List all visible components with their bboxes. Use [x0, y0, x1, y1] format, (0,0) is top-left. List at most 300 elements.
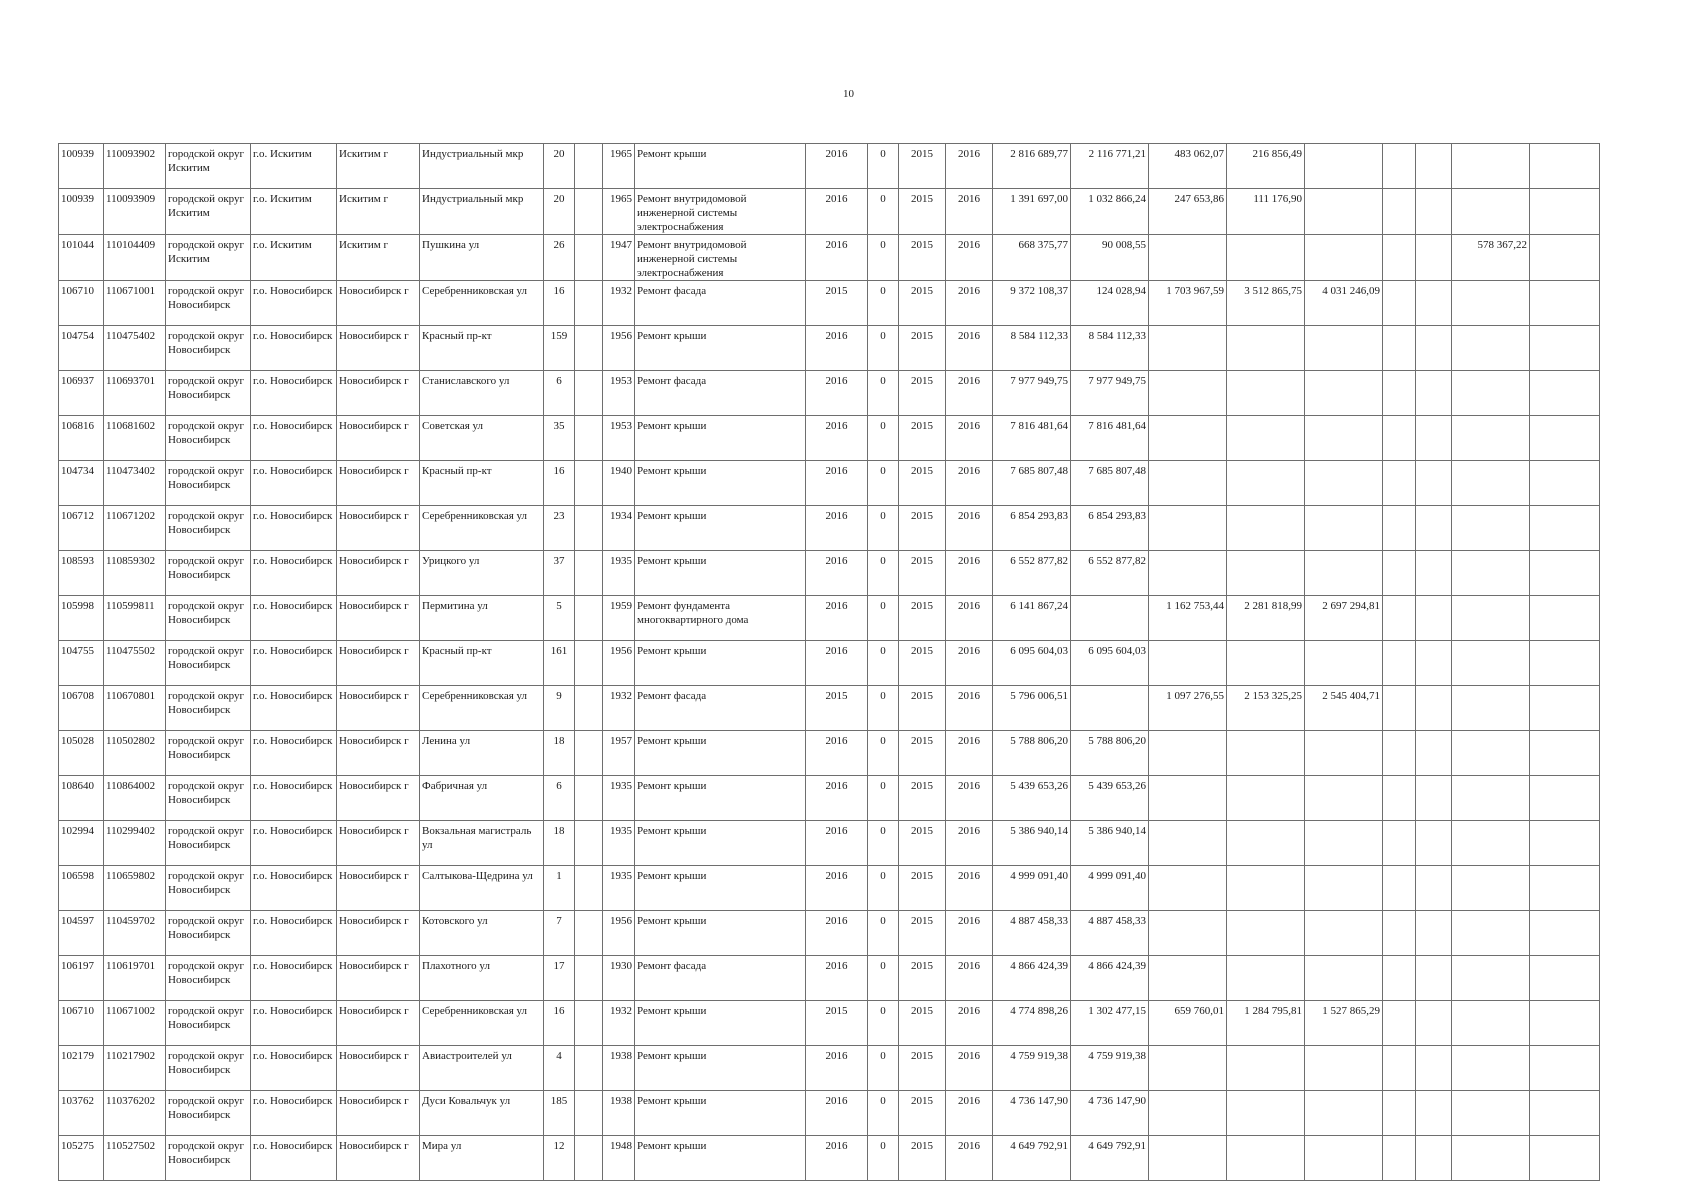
table-cell: Ремонт крыши — [635, 461, 806, 506]
table-cell: 1956 — [603, 326, 635, 371]
table-cell: 2016 — [806, 821, 868, 866]
table-cell: 4 — [544, 1046, 575, 1091]
table-cell — [1383, 1091, 1416, 1136]
table-cell — [1452, 144, 1530, 189]
table-cell: Ремонт фасада — [635, 281, 806, 326]
table-cell — [1149, 731, 1227, 776]
table-cell: 2015 — [899, 551, 946, 596]
table-cell: 0 — [868, 731, 899, 776]
table-cell: г.о. Новосибирск — [251, 866, 337, 911]
table-cell: 5 386 940,14 — [1071, 821, 1149, 866]
table-cell — [1383, 1046, 1416, 1091]
table-row — [59, 686, 1600, 731]
table-cell: 105275 — [59, 1136, 104, 1181]
table-cell: 4 031 246,09 — [1305, 281, 1383, 326]
table-cell: 4 736 147,90 — [1071, 1091, 1149, 1136]
table-cell — [1452, 506, 1530, 551]
table-cell — [1416, 461, 1452, 506]
table-cell — [1530, 911, 1600, 956]
table-cell — [1383, 956, 1416, 1001]
table-cell: 106937 — [59, 371, 104, 416]
table-cell: Новосибирск г — [337, 416, 420, 461]
table-cell — [575, 144, 603, 189]
table-cell: 105028 — [59, 731, 104, 776]
table-cell — [1305, 866, 1383, 911]
table-cell: 2015 — [899, 596, 946, 641]
table-cell: Искитим г — [337, 235, 420, 281]
table-cell: 7 977 949,75 — [993, 371, 1071, 416]
table-cell: 8 584 112,33 — [993, 326, 1071, 371]
table-cell: 110671001 — [104, 281, 166, 326]
table-row — [59, 461, 1600, 506]
table-cell — [1530, 281, 1600, 326]
table-cell — [1149, 371, 1227, 416]
table-cell: 2016 — [806, 416, 868, 461]
table-cell: 90 008,55 — [1071, 235, 1149, 281]
table-cell — [1383, 686, 1416, 731]
table-cell: Ремонт крыши — [635, 821, 806, 866]
table-cell: 2016 — [946, 461, 993, 506]
table-cell — [1416, 956, 1452, 1001]
table-cell: Ремонт крыши — [635, 1046, 806, 1091]
table-cell: Ремонт крыши — [635, 551, 806, 596]
table-cell: 16 — [544, 281, 575, 326]
table-row — [59, 956, 1600, 1001]
table-cell: 2016 — [946, 956, 993, 1001]
table-cell: г.о. Новосибирск — [251, 551, 337, 596]
table-cell: 1938 — [603, 1091, 635, 1136]
table-cell: 2015 — [899, 144, 946, 189]
table-cell: Плахотного ул — [420, 956, 544, 1001]
table-cell: 100939 — [59, 189, 104, 235]
table-cell: 7 977 949,75 — [1071, 371, 1149, 416]
table-row — [59, 596, 1600, 641]
table-cell: 7 816 481,64 — [993, 416, 1071, 461]
table-cell: Красный пр-кт — [420, 641, 544, 686]
table-cell: 2016 — [806, 596, 868, 641]
table-cell: 4 999 091,40 — [1071, 866, 1149, 911]
table-cell — [1452, 281, 1530, 326]
table-cell: 2016 — [806, 776, 868, 821]
table-cell: 2016 — [946, 416, 993, 461]
table-cell — [1383, 551, 1416, 596]
table-cell: городской округ Новосибирск — [166, 416, 251, 461]
table-cell — [1383, 866, 1416, 911]
table-cell — [1227, 776, 1305, 821]
table-cell: Ремонт крыши — [635, 731, 806, 776]
table-cell — [1227, 1136, 1305, 1181]
table-row — [59, 281, 1600, 326]
table-cell: 103762 — [59, 1091, 104, 1136]
table-cell — [1383, 641, 1416, 686]
table-cell — [1452, 731, 1530, 776]
table-cell: г.о. Новосибирск — [251, 1001, 337, 1046]
table-cell: 5 788 806,20 — [993, 731, 1071, 776]
table-cell: 124 028,94 — [1071, 281, 1149, 326]
table-cell — [1416, 596, 1452, 641]
table-cell: городской округ Искитим — [166, 235, 251, 281]
table-cell: Новосибирск г — [337, 506, 420, 551]
table-cell: 2016 — [946, 371, 993, 416]
table-cell — [1149, 326, 1227, 371]
table-cell — [1227, 235, 1305, 281]
table-row — [59, 866, 1600, 911]
table-cell: 100939 — [59, 144, 104, 189]
table-cell: 0 — [868, 1046, 899, 1091]
table-row — [59, 371, 1600, 416]
table-cell: г.о. Новосибирск — [251, 1136, 337, 1181]
table-cell — [575, 235, 603, 281]
table-row — [59, 1136, 1600, 1181]
table-cell: городской округ Новосибирск — [166, 506, 251, 551]
table-cell — [1530, 551, 1600, 596]
table-cell: Серебренниковская ул — [420, 1001, 544, 1046]
table-cell: 1957 — [603, 731, 635, 776]
table-cell — [575, 821, 603, 866]
table-cell — [1149, 641, 1227, 686]
table-cell: Ремонт крыши — [635, 416, 806, 461]
table-cell: 23 — [544, 506, 575, 551]
table-row — [59, 1046, 1600, 1091]
table-cell: Красный пр-кт — [420, 326, 544, 371]
table-cell — [1305, 461, 1383, 506]
table-cell: 247 653,86 — [1149, 189, 1227, 235]
table-cell: 110671002 — [104, 1001, 166, 1046]
table-cell: Серебренниковская ул — [420, 506, 544, 551]
table-cell: 0 — [868, 506, 899, 551]
table-cell: 216 856,49 — [1227, 144, 1305, 189]
table-cell: 101044 — [59, 235, 104, 281]
table-cell: г.о. Искитим — [251, 235, 337, 281]
table-cell: Новосибирск г — [337, 461, 420, 506]
table-cell — [1530, 189, 1600, 235]
table-cell: городской округ Искитим — [166, 144, 251, 189]
table-cell: 5 386 940,14 — [993, 821, 1071, 866]
table-cell: 110459702 — [104, 911, 166, 956]
table-cell: 5 439 653,26 — [1071, 776, 1149, 821]
table-cell — [1383, 326, 1416, 371]
table-cell: 1934 — [603, 506, 635, 551]
table-cell — [1452, 461, 1530, 506]
table-cell — [1452, 326, 1530, 371]
table-cell — [575, 866, 603, 911]
table-cell — [1149, 1091, 1227, 1136]
table-cell: 110659802 — [104, 866, 166, 911]
table-cell: 0 — [868, 371, 899, 416]
table-cell — [1227, 731, 1305, 776]
table-cell: 110299402 — [104, 821, 166, 866]
table-cell: 111 176,90 — [1227, 189, 1305, 235]
table-cell — [1383, 1136, 1416, 1181]
table-cell — [1305, 1136, 1383, 1181]
table-cell: 9 — [544, 686, 575, 731]
table-cell: 106197 — [59, 956, 104, 1001]
table-cell: Ремонт крыши — [635, 144, 806, 189]
table-cell — [1416, 911, 1452, 956]
table-cell: Вокзальная магистраль ул — [420, 821, 544, 866]
table-cell: 1930 — [603, 956, 635, 1001]
table-cell — [1416, 551, 1452, 596]
table-cell: 1956 — [603, 911, 635, 956]
table-cell: 7 685 807,48 — [993, 461, 1071, 506]
table-cell: Новосибирск г — [337, 551, 420, 596]
table-cell: г.о. Новосибирск — [251, 506, 337, 551]
table-cell — [575, 551, 603, 596]
table-row — [59, 641, 1600, 686]
table-cell: 2 697 294,81 — [1305, 596, 1383, 641]
table-cell: 106712 — [59, 506, 104, 551]
table-cell: Ремонт крыши — [635, 326, 806, 371]
table-cell — [1149, 866, 1227, 911]
table-cell — [575, 189, 603, 235]
table-cell: 0 — [868, 641, 899, 686]
table-cell — [1305, 1091, 1383, 1136]
table-cell: 18 — [544, 731, 575, 776]
table-cell: 104597 — [59, 911, 104, 956]
table-cell: 2016 — [946, 1091, 993, 1136]
table-cell: 185 — [544, 1091, 575, 1136]
table-cell: Ремонт крыши — [635, 1001, 806, 1046]
table-cell: 110473402 — [104, 461, 166, 506]
table-cell: Урицкого ул — [420, 551, 544, 596]
table-cell: 2016 — [806, 1091, 868, 1136]
table-cell: 2015 — [899, 281, 946, 326]
table-cell: г.о. Новосибирск — [251, 821, 337, 866]
table-cell: Новосибирск г — [337, 1001, 420, 1046]
table-cell: 105998 — [59, 596, 104, 641]
table-cell: 20 — [544, 189, 575, 235]
table-cell: Мира ул — [420, 1136, 544, 1181]
table-cell: 2015 — [899, 189, 946, 235]
table-cell: 106598 — [59, 866, 104, 911]
table-cell — [1383, 596, 1416, 641]
table-cell: Новосибирск г — [337, 641, 420, 686]
table-cell: 2016 — [946, 866, 993, 911]
table-cell: 6 141 867,24 — [993, 596, 1071, 641]
table-cell: городской округ Новосибирск — [166, 821, 251, 866]
table-cell — [1452, 1136, 1530, 1181]
table-cell — [1452, 641, 1530, 686]
table-cell: 1940 — [603, 461, 635, 506]
table-cell: 110671202 — [104, 506, 166, 551]
table-cell: Новосибирск г — [337, 1136, 420, 1181]
table-cell — [1149, 911, 1227, 956]
table-cell: 0 — [868, 911, 899, 956]
table-cell: Серебренниковская ул — [420, 281, 544, 326]
table-cell — [1530, 686, 1600, 731]
table-cell: 16 — [544, 461, 575, 506]
table-cell: 104755 — [59, 641, 104, 686]
table-cell — [575, 326, 603, 371]
table-cell: 110670801 — [104, 686, 166, 731]
table-row — [59, 1001, 1600, 1046]
table-cell: 4 736 147,90 — [993, 1091, 1071, 1136]
table-cell: 35 — [544, 416, 575, 461]
table-cell: 2015 — [899, 506, 946, 551]
table-cell — [1227, 416, 1305, 461]
table-cell — [1305, 821, 1383, 866]
table-cell: Дуси Ковальчук ул — [420, 1091, 544, 1136]
table-cell — [1416, 189, 1452, 235]
table-cell — [1383, 416, 1416, 461]
table-cell — [575, 596, 603, 641]
table-cell: Ремонт крыши — [635, 1136, 806, 1181]
table-cell: Новосибирск г — [337, 911, 420, 956]
table-cell: 4 759 919,38 — [1071, 1046, 1149, 1091]
table-cell: г.о. Новосибирск — [251, 731, 337, 776]
table-cell: Серебренниковская ул — [420, 686, 544, 731]
table-cell: 37 — [544, 551, 575, 596]
table-cell: Искитим г — [337, 144, 420, 189]
table-cell: 2016 — [946, 911, 993, 956]
table-cell: 1965 — [603, 189, 635, 235]
table-cell: Новосибирск г — [337, 821, 420, 866]
table-cell: Ремонт крыши — [635, 776, 806, 821]
table-cell: 2015 — [899, 326, 946, 371]
table-cell: 6 552 877,82 — [993, 551, 1071, 596]
table-cell: 2016 — [946, 641, 993, 686]
table-cell: 1947 — [603, 235, 635, 281]
table-cell: 6 095 604,03 — [1071, 641, 1149, 686]
table-cell: 0 — [868, 866, 899, 911]
table-cell — [1305, 326, 1383, 371]
table-cell: 2015 — [806, 1001, 868, 1046]
table-cell — [1227, 1046, 1305, 1091]
table-cell: городской округ Новосибирск — [166, 776, 251, 821]
table-cell — [1149, 956, 1227, 1001]
table-cell — [1305, 371, 1383, 416]
table-cell — [575, 1046, 603, 1091]
table-cell — [1383, 1001, 1416, 1046]
table-cell: 2016 — [946, 1136, 993, 1181]
table-cell: 6 095 604,03 — [993, 641, 1071, 686]
table-cell: г.о. Новосибирск — [251, 776, 337, 821]
table-cell: 2016 — [946, 281, 993, 326]
table-row — [59, 506, 1600, 551]
table-cell — [1305, 731, 1383, 776]
table-cell: городской округ Новосибирск — [166, 596, 251, 641]
table-cell: городской округ Новосибирск — [166, 461, 251, 506]
table-cell — [1530, 1001, 1600, 1046]
table-cell — [1227, 641, 1305, 686]
table-cell: 5 788 806,20 — [1071, 731, 1149, 776]
table-cell: г.о. Новосибирск — [251, 461, 337, 506]
table-cell: 1948 — [603, 1136, 635, 1181]
table-cell: 1932 — [603, 281, 635, 326]
table-cell — [1416, 506, 1452, 551]
table-cell: 1932 — [603, 1001, 635, 1046]
table-cell — [1227, 911, 1305, 956]
table-cell: 106816 — [59, 416, 104, 461]
table-cell: 2016 — [806, 371, 868, 416]
table-cell — [1452, 596, 1530, 641]
table-cell — [575, 416, 603, 461]
table-cell — [1416, 1091, 1452, 1136]
table-cell: Советская ул — [420, 416, 544, 461]
table-cell: Новосибирск г — [337, 1046, 420, 1091]
table-cell: 2 545 404,71 — [1305, 686, 1383, 731]
table-cell: городской округ Новосибирск — [166, 1046, 251, 1091]
table-cell: городской округ Новосибирск — [166, 686, 251, 731]
table-cell: 1938 — [603, 1046, 635, 1091]
table-cell — [1530, 731, 1600, 776]
table-cell: 0 — [868, 1091, 899, 1136]
table-cell: г.о. Искитим — [251, 189, 337, 235]
table-cell: г.о. Новосибирск — [251, 1046, 337, 1091]
table-cell: 4 774 898,26 — [993, 1001, 1071, 1046]
table-cell: 2015 — [899, 461, 946, 506]
table-cell — [1530, 596, 1600, 641]
table-cell — [1452, 189, 1530, 235]
table-cell: Ремонт крыши — [635, 911, 806, 956]
table-cell — [1227, 821, 1305, 866]
table-cell: 2016 — [946, 821, 993, 866]
table-cell: 1935 — [603, 821, 635, 866]
table-cell — [1227, 371, 1305, 416]
table-cell — [1305, 776, 1383, 821]
table-cell: 2 281 818,99 — [1227, 596, 1305, 641]
table-cell: 0 — [868, 281, 899, 326]
table-cell: Красный пр-кт — [420, 461, 544, 506]
table-cell: 2016 — [946, 776, 993, 821]
table-row — [59, 551, 1600, 596]
table-cell — [1530, 144, 1600, 189]
table-cell: 1935 — [603, 866, 635, 911]
table-cell — [1530, 1046, 1600, 1091]
table-cell: Ремонт крыши — [635, 866, 806, 911]
table-cell: 0 — [868, 776, 899, 821]
table-cell: 106710 — [59, 281, 104, 326]
table-cell — [1149, 551, 1227, 596]
table-cell: Станиславского ул — [420, 371, 544, 416]
table-cell: 7 685 807,48 — [1071, 461, 1149, 506]
table-cell: 6 854 293,83 — [1071, 506, 1149, 551]
table-cell: 1 302 477,15 — [1071, 1001, 1149, 1046]
table-cell — [575, 461, 603, 506]
table-cell: 6 854 293,83 — [993, 506, 1071, 551]
table-cell — [1530, 235, 1600, 281]
table-row — [59, 144, 1600, 189]
table-cell: Новосибирск г — [337, 731, 420, 776]
table-cell: 3 512 865,75 — [1227, 281, 1305, 326]
table-cell — [575, 731, 603, 776]
table-cell — [1416, 144, 1452, 189]
table-cell: 1 703 967,59 — [1149, 281, 1227, 326]
table-cell: городской округ Новосибирск — [166, 551, 251, 596]
table-cell: 110475502 — [104, 641, 166, 686]
table-cell — [575, 956, 603, 1001]
table-cell: 2016 — [946, 235, 993, 281]
table-cell: 2016 — [946, 506, 993, 551]
table-cell: 4 887 458,33 — [1071, 911, 1149, 956]
table-cell: 2015 — [899, 686, 946, 731]
table-cell: 2015 — [899, 416, 946, 461]
table-cell: 2016 — [806, 641, 868, 686]
table-cell — [575, 506, 603, 551]
table-cell: 2015 — [899, 1046, 946, 1091]
table-cell: 2016 — [946, 731, 993, 776]
table-cell — [575, 686, 603, 731]
table-cell: 8 584 112,33 — [1071, 326, 1149, 371]
table-row — [59, 1091, 1600, 1136]
table-cell — [1227, 551, 1305, 596]
table-row — [59, 189, 1600, 235]
table-row — [59, 821, 1600, 866]
table-cell — [1305, 235, 1383, 281]
table-cell: 2016 — [806, 866, 868, 911]
table-cell: 483 062,07 — [1149, 144, 1227, 189]
table-cell — [1383, 144, 1416, 189]
